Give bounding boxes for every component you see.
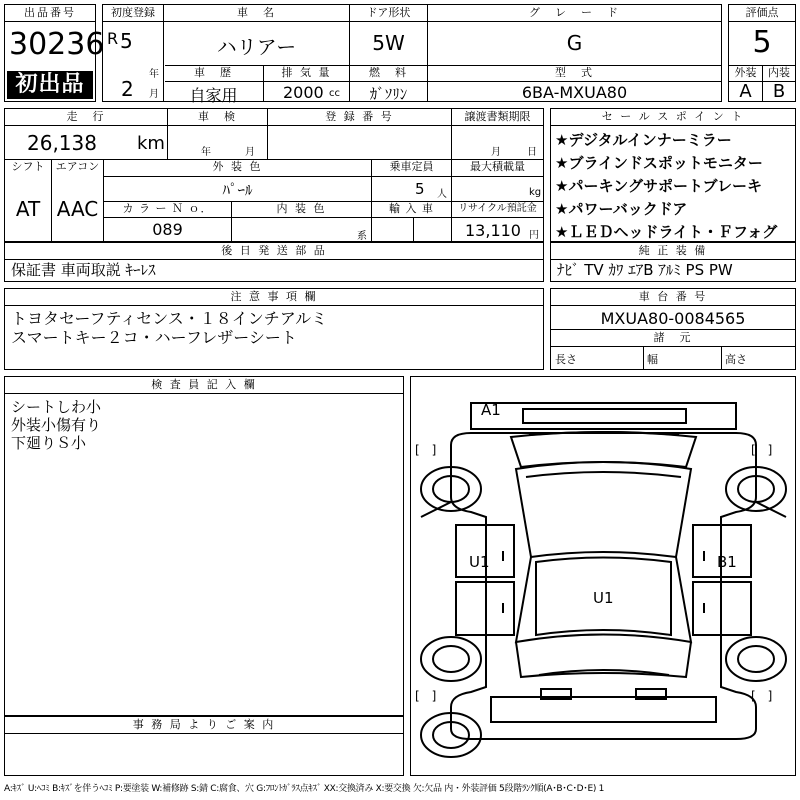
reg-number-label: 登 録 番 号 [325, 110, 394, 123]
car-name-label: 車 名 [237, 6, 276, 19]
score-label: 評価点 [745, 6, 779, 19]
door-value: 5W [372, 31, 405, 55]
notes-line: トヨタセーフティセンス・１８インチアルミ [11, 309, 328, 328]
later-parts-block [4, 242, 544, 282]
notes-label: 注 意 事 項 欄 [230, 290, 318, 303]
mileage-value: 26,138 [27, 131, 97, 155]
score-block [728, 4, 796, 102]
lot-label: 出品番号 [24, 6, 76, 19]
lot-block [4, 4, 105, 102]
import-label: 輸 入 車 [389, 202, 434, 215]
fuel-value: ｶﾞｿﾘﾝ [369, 85, 408, 103]
bracket-mark: [ ] [751, 443, 773, 457]
first-reg-year: 5 [120, 29, 133, 53]
top-info-table [102, 4, 722, 105]
mark-left-door: U1 [469, 553, 490, 571]
color-no-label: カ ラ ー Ｎ ｏ． [122, 202, 213, 215]
grade-label: グ レ ー ド [529, 6, 620, 19]
dimensions-label: 諸 元 [653, 331, 693, 344]
capacity-value: 5 [415, 180, 425, 198]
mark-right-door: B1 [717, 553, 737, 571]
recycle-label: リサイクル預託金 [458, 203, 537, 214]
first-reg-year-unit: 年 [149, 69, 159, 80]
mileage-unit: km [137, 133, 165, 154]
first-listing-badge: 初出品 [7, 71, 93, 99]
ac-value: AAC [56, 197, 99, 221]
transfer-month-unit: 月 [491, 147, 501, 158]
interior-color-unit: 系 [357, 231, 367, 242]
inspection-year-unit: 年 [201, 147, 211, 158]
capacity-unit: 人 [437, 189, 447, 200]
displacement-value: 2000 [283, 83, 324, 102]
bracket-mark: [ ] [751, 689, 773, 703]
model-value: 6BA-MXUA80 [521, 83, 628, 102]
notes-block [4, 288, 544, 370]
office-block [4, 716, 404, 776]
first-reg-month-unit: 月 [149, 89, 159, 100]
max-load-label: 最大積載量 [470, 160, 525, 173]
transfer-label: 譲渡書類期限 [464, 110, 531, 123]
max-load-unit: kg [529, 187, 542, 198]
capacity-label: 乗車定員 [389, 160, 434, 173]
lot-number: 30236 [9, 27, 105, 62]
dimension-width-label: 幅 [647, 353, 658, 366]
first-reg-era: R [107, 29, 119, 48]
sales-points-block [550, 108, 796, 242]
inspection-month-unit: 月 [245, 147, 255, 158]
chassis-value: MXUA80-0084565 [600, 309, 746, 328]
sales-point-item: ★デジタルインナーミラー [555, 131, 732, 149]
history-value: 自家用 [189, 86, 238, 105]
recycle-value: 13,110 [465, 221, 521, 240]
office-label: 事 務 局 よ り ご 案 内 [132, 718, 276, 731]
inspection-label: 車 検 [198, 110, 237, 123]
ext-score-label: 外装 [734, 66, 757, 79]
int-score-label: 内装 [768, 66, 790, 79]
sales-point-item: ★パーキングサポートブレーキ [555, 177, 762, 195]
grade-value: G [566, 31, 583, 55]
fuel-label: 燃 料 [369, 66, 408, 79]
legend-text: A:ｷｽﾞ U:ﾍｺﾐ B:ｷｽﾞを伴うﾍｺﾐ P:要塗装 W:補修跡 S:錆 C:腐食、穴 G:ﾌﾛﾝﾄｶﾞﾗｽ点ｷｽﾞ XX:交換済み X:要交換 欠:欠品 内・外装評価 5段階ﾗﾝｸ順(A･B･C･D･E) 1 [4, 784, 605, 794]
equipment-value: ﾅﾋﾞ TV ｶﾜ ｴｱB ｱﾙﾐ PS PW [557, 261, 733, 279]
shift-value: AT [15, 197, 41, 221]
sales-points-label: セ ー ル ス ポ イ ン ト [601, 110, 745, 123]
later-parts-value: 保証書 車両取説 ｷｰﾚｽ [11, 261, 156, 279]
shift-label: シフト [11, 160, 45, 173]
recycle-unit: 円 [529, 230, 539, 241]
chassis-block [550, 288, 796, 370]
color-no-value: 089 [152, 220, 183, 239]
int-score-value: B [772, 81, 786, 102]
model-label: 型 式 [555, 66, 594, 79]
equipment-block [550, 242, 796, 282]
sales-point-item: ★パワーバックドア [555, 200, 688, 218]
first-reg-month: 2 [121, 77, 134, 101]
displacement-label: 排 気 量 [281, 66, 332, 79]
car-damage-diagram [410, 376, 796, 776]
car-outline-drawing [411, 377, 795, 775]
mileage-label: 走 行 [66, 110, 106, 123]
car-name-value: ハリアー [216, 35, 297, 59]
inspector-line: 外装小傷有り [11, 416, 102, 434]
notes-line: スマートキー２コ・ハーフレザーシート [11, 328, 297, 347]
sales-point-item: ★ブラインドスポットモニター [555, 154, 763, 172]
later-parts-label: 後 日 発 送 部 品 [221, 244, 327, 257]
ac-label: エアコン [55, 160, 100, 173]
history-label: 車 歴 [194, 66, 233, 79]
chassis-label: 車 台 番 号 [638, 290, 708, 303]
bracket-mark: [ ] [415, 689, 437, 703]
exterior-color-label: 外 装 色 [212, 160, 263, 173]
dimension-length-label: 長さ [555, 353, 577, 366]
score-value: 5 [752, 25, 772, 60]
inspector-block [4, 376, 404, 716]
sales-point-item: ★ＬＥＤヘッドライト・Ｆフォグ [555, 223, 778, 241]
dimension-height-label: 高さ [725, 353, 747, 366]
ext-score-value: A [739, 81, 752, 102]
interior-color-label: 内 装 色 [276, 202, 327, 215]
mark-front: A1 [481, 401, 501, 419]
displacement-unit: cc [329, 88, 340, 99]
door-label: ドア形状 [366, 6, 411, 19]
exterior-color-value: ﾊﾟｰﾙ [222, 181, 253, 199]
inspector-label: 検 査 員 記 入 欄 [151, 378, 257, 391]
mark-roof: U1 [593, 589, 614, 607]
inspector-line: シートしわ小 [11, 398, 102, 416]
first-reg-label: 初度登録 [111, 6, 155, 19]
inspector-line: 下廻りＳ小 [11, 434, 87, 452]
transfer-day-unit: 日 [527, 147, 537, 158]
bracket-mark: [ ] [415, 443, 437, 457]
vehicle-detail-table [4, 108, 544, 242]
equipment-label: 純 正 装 備 [638, 244, 708, 257]
